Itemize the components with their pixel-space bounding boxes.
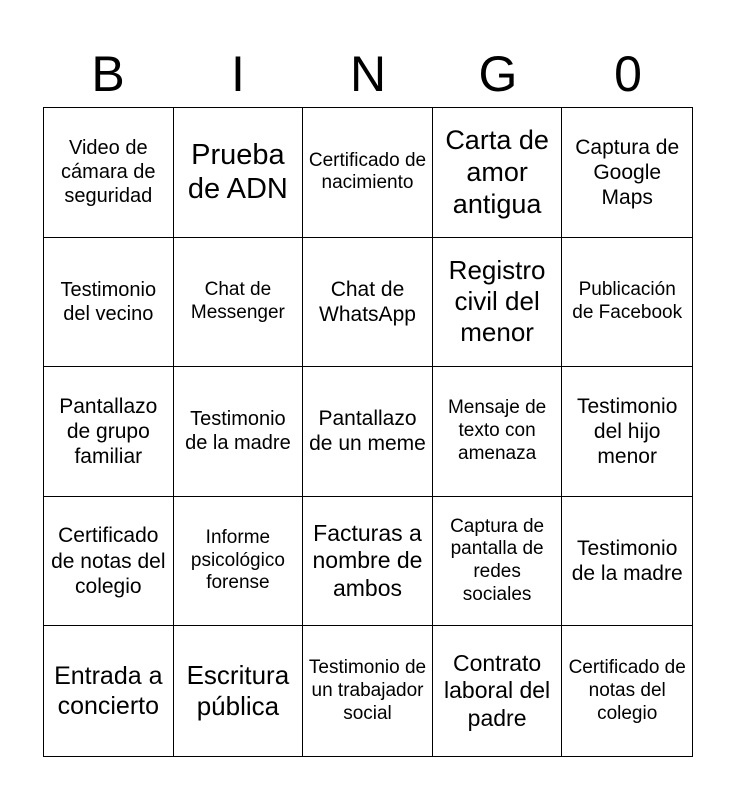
bingo-cell-r4c5[interactable] (562, 497, 692, 627)
bingo-cell-label: Mensaje de texto con amenaza (447, 397, 547, 464)
bingo-cell-r3c5[interactable] (562, 367, 692, 497)
header-letter-b: B (91, 46, 125, 102)
bingo-cell-r4c1[interactable] (44, 497, 174, 627)
bingo-cell-r1c2[interactable] (174, 108, 304, 238)
bingo-cell-label: Testimonio del hijo menor (577, 394, 678, 469)
bingo-header (43, 40, 693, 108)
bingo-cell-r3c1[interactable] (44, 367, 174, 497)
bingo-cell-r5c5[interactable] (562, 626, 692, 756)
bingo-cell-label: Pantallazo de un meme (309, 407, 426, 456)
bingo-cell-r4c3[interactable] (303, 497, 433, 627)
bingo-cell-label: Chat de WhatsApp (319, 277, 416, 326)
bingo-cell-label: Certificado de notas del colegio (568, 657, 686, 724)
bingo-cell-label: Testimonio del vecino (60, 278, 157, 325)
bingo-cell-label: Pantallazo de grupo familiar (59, 394, 158, 469)
bingo-cell-label: Video de cámara de seguridad (61, 137, 156, 208)
bingo-cell-label: Carta de amor antigua (445, 124, 549, 220)
bingo-cell-r2c5[interactable] (562, 238, 692, 368)
bingo-cell-label: Prueba de ADN (187, 138, 288, 206)
bingo-cell-label: Entrada a concierto (54, 662, 163, 721)
bingo-cell-r1c3[interactable] (303, 108, 433, 238)
bingo-cell-r5c2[interactable] (174, 626, 304, 756)
bingo-cell-label: Testimonio de un trabajador social (308, 657, 427, 724)
bingo-cell-label: Chat de Messenger (190, 279, 285, 323)
bingo-cell-r2c3[interactable] (303, 238, 433, 368)
bingo-cell-label: Registro civil del menor (448, 255, 546, 348)
bingo-cell-r2c1[interactable] (44, 238, 174, 368)
bingo-cell-r1c1[interactable] (44, 108, 174, 238)
bingo-cell-r1c5[interactable] (562, 108, 692, 238)
header-letter-i: I (231, 46, 245, 102)
bingo-cell-label: Facturas a nombre de ambos (312, 519, 423, 601)
bingo-cell-r1c4[interactable] (433, 108, 563, 238)
bingo-cell-label: Certificado de nacimiento (308, 149, 427, 194)
bingo-cell-label: Publicación de Facebook (572, 279, 683, 323)
bingo-cell-r3c3[interactable] (303, 367, 433, 497)
bingo-cell-label: Captura de pantalla de redes sociales (450, 515, 545, 605)
header-letter-n: N (349, 46, 387, 102)
bingo-cell-r2c2[interactable] (174, 238, 304, 368)
bingo-cell-r3c4[interactable] (433, 367, 563, 497)
bingo-cell-r5c3[interactable] (303, 626, 433, 756)
bingo-cell-r4c4[interactable] (433, 497, 563, 627)
bingo-cell-label: Captura de Google Maps (575, 135, 680, 209)
bingo-cell-r5c1[interactable] (44, 626, 174, 756)
bingo-cell-label: Escritura pública (186, 660, 290, 722)
bingo-grid (43, 107, 693, 757)
bingo-cell-label: Certificado de notas del colegio (51, 524, 166, 598)
header-letter-g: G (478, 46, 518, 102)
bingo-cell-r4c2[interactable] (174, 497, 304, 627)
bingo-cell-label: Contrato laboral del padre (444, 649, 551, 731)
bingo-cell-label: Testimonio de la madre (571, 536, 683, 586)
bingo-cell-r3c2[interactable] (174, 367, 304, 497)
bingo-cell-r2c4[interactable] (433, 238, 563, 368)
bingo-cell-r5c4[interactable] (433, 626, 563, 756)
bingo-cell-label: Testimonio de la madre (185, 408, 291, 455)
bingo-cell-label: Informe psicológico forense (190, 526, 285, 594)
header-letter-o: 0 (614, 46, 642, 102)
